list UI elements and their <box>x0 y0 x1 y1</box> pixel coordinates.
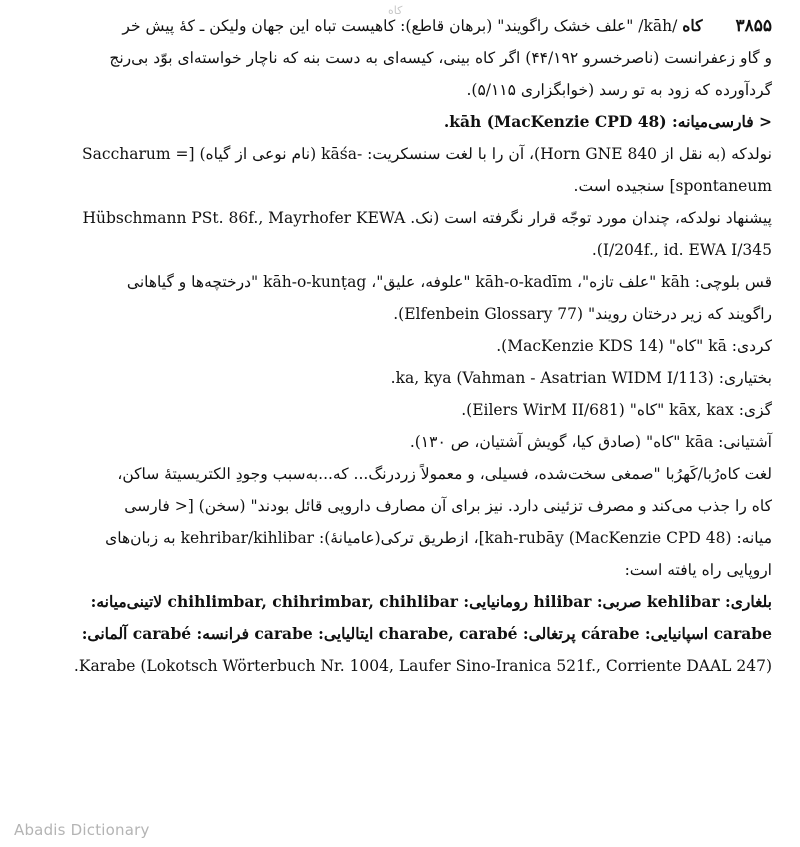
watermark-label: Abadis Dictionary <box>14 821 150 839</box>
kurdish-cognate: کردی: kā "کاه" (MacKenzie KDS 14). <box>496 337 772 355</box>
noldeke-proposal-refs: I/204f., id. EWA I/345). <box>591 241 772 259</box>
top-mark: کاه <box>388 4 403 17</box>
european-forms-refs: Karabe (Lokotsch Wörterbuch Nr. 1004, Laufer Sino-Iranica 521f., Corriente DAAL 247). <box>73 657 772 675</box>
ashtiani-cognate: آشتیانی: kāa "کاه" (صادق کیا، گویش آشتیان، ص ۱۳۰). <box>409 433 772 451</box>
dictionary-entry <box>28 10 772 682</box>
gazi-cognate: گزی: kāx, kax "کاه" (Eilers WirM II/681). <box>461 401 772 419</box>
entry-line-1-rest: /kāh/ "علف خشک راگویند" (برهان قاطع): کاهیست تباه این جهان ولیکن ـ کهٔ پیش خر <box>122 17 678 35</box>
balochi-cognates: قس بلوچی: kāh "علف تازه"، kāh-o-kadīm "علوفه، علیق"، kāh-o-kunṭag "درختچه‌ها و گیاهانی <box>126 273 772 291</box>
entry-header-line <box>28 10 772 42</box>
noldeke-sanskrit-note-cont: spontaneum] سنجیده است. <box>573 177 772 195</box>
noldeke-proposal-note: پیشنهاد نولدکه، چندان مورد توجّه قرار نگرفته است (نک. Hübschmann PSt. 86f., Mayrhofer KEWA <box>82 209 772 227</box>
european-forms-1: بلغاری: kehlibar صربی: hilibar رومانیایی: chihlimbar, chihrimbar, chihlibar لاتینی‌میانه: <box>90 592 772 611</box>
entry-line-3: گردآورده که زود به تو رسد (خوابگزاری ۵/۱۱۵). <box>466 81 772 99</box>
kahruba-note-4: اروپایی راه یافته است: <box>624 561 772 579</box>
kahruba-note-3: میانه: kah-rubāy (MacKenzie CPD 48)]، ازطریق ترکی(عامیانهٔ): kehribar/kihlibar به زبان‌های <box>105 529 772 547</box>
entry-number: ۳۸۵۵ <box>735 16 772 36</box>
entry-line-2: و گاو زعفرانست (ناصرخسرو ۴۴/۱۹۲) اگر کاه بینی، کیسه‌ای به دست بنه که ناچار خواسته‌ای بوّد بی‌رنج <box>109 49 772 67</box>
european-forms-2: carabe اسپانیایی: cárabe پرتغالی: charabe, carabé ایتالیایی: carabe فرانسه: carabé آلمانی: <box>81 624 772 643</box>
middle-persian-etymology: < فارسی‌میانه: kāh (MacKenzie CPD 48). <box>443 112 772 131</box>
balochi-cognates-cont: راگویند که زیر درختان رویند" (Elfenbein Glossary 77). <box>393 305 772 323</box>
bakhtiari-cognate: بختیاری: ka, kya (Vahman - Asatrian WIDM I/113). <box>390 369 772 387</box>
noldeke-sanskrit-note: نولدکه (به نقل از Horn GNE 840)، آن را با لغت سنسکریت: -kāśa (نام نوعی از گیاه) [= Saccharum <box>82 145 772 163</box>
headword: کاه <box>682 16 703 35</box>
kahruba-note-1: لغت کاه‌رُبا/کَهرُبا "صمغی سخت‌شده، فسیلی، و معمولاً زردرنگ... که...به‌سبب وجودِ الکتریسیتهٔ ساکن، <box>117 465 772 483</box>
kahruba-note-2: کاه را جذب می‌کند و مصرف تزئینی دارد. نیز برای آن مصارف دارویی قائل بودند" (سخن) [< فارسی <box>124 497 772 515</box>
